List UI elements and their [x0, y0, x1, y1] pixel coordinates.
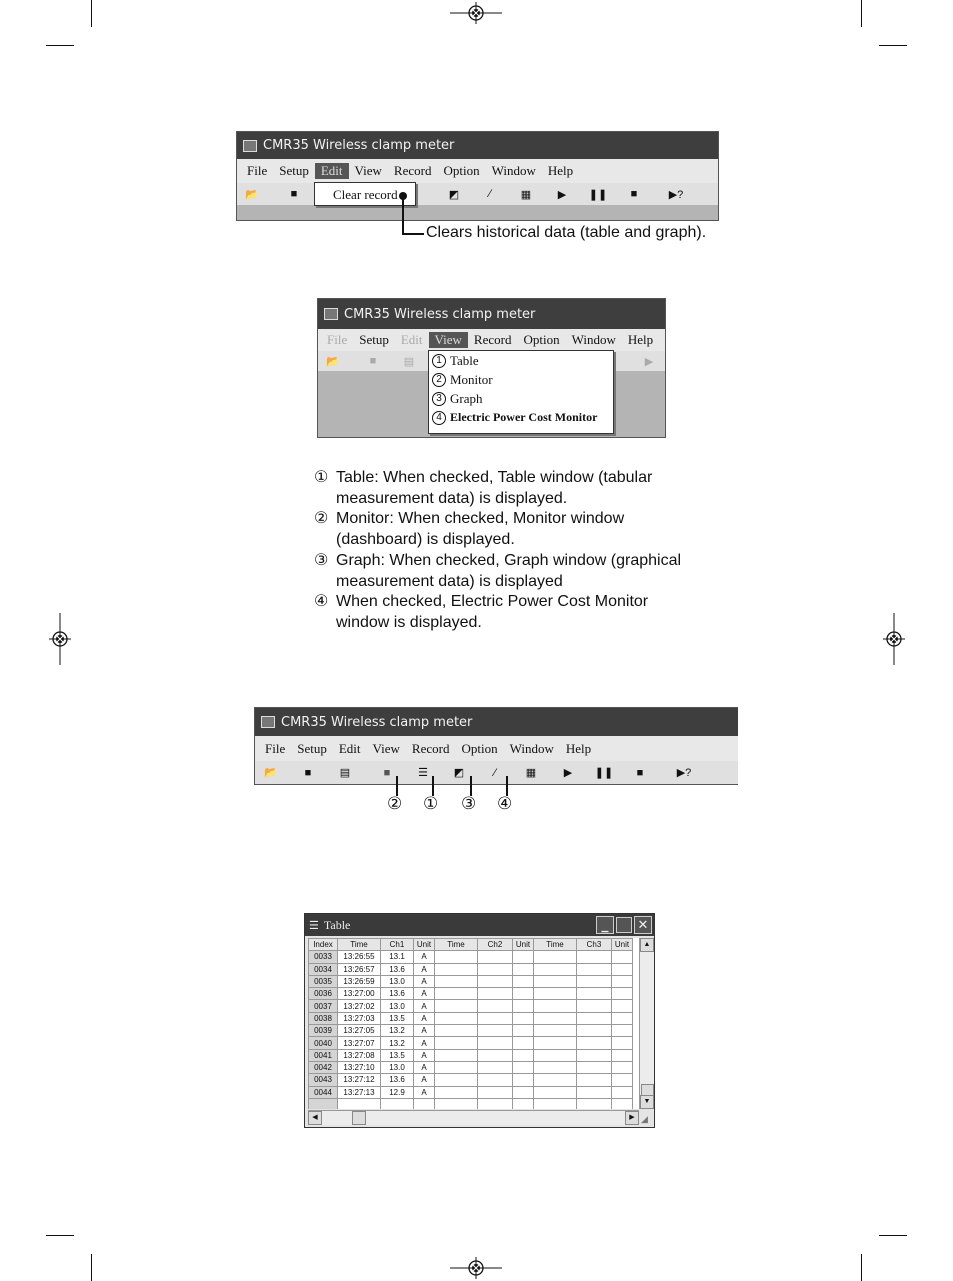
scroll-left-icon[interactable]: ◀ — [308, 1111, 322, 1125]
empty-cell — [612, 1049, 633, 1061]
menu-record[interactable]: Record — [473, 332, 512, 347]
crop-mark — [91, 1254, 92, 1281]
description-item: ③ Graph: When checked, Graph window (graphical measurement data) is displayed — [314, 551, 682, 590]
toolbar — [255, 761, 738, 784]
registration-mark-icon — [883, 613, 905, 665]
app-window-toolbar — [254, 707, 738, 785]
view-item-table[interactable] — [429, 351, 613, 370]
empty-cell — [435, 975, 478, 987]
view-item-monitor[interactable] — [429, 370, 613, 389]
callout-line — [402, 196, 404, 235]
table-row[interactable] — [309, 1037, 633, 1049]
view-item-power-cost[interactable] — [429, 408, 613, 427]
description-item: ① Table: When checked, Table window (tabular measurement data) is displayed. — [314, 469, 653, 507]
empty-cell — [435, 1049, 478, 1061]
table-cell: A — [414, 1086, 435, 1098]
menu-setup[interactable]: Setup — [359, 332, 389, 347]
table-row[interactable] — [309, 963, 633, 975]
menu-window[interactable]: Window — [509, 740, 554, 756]
table-cell: 13.0 — [381, 1000, 414, 1012]
empty-cell — [612, 1098, 633, 1109]
empty-cell — [478, 1074, 513, 1086]
column-header[interactable]: Unit — [612, 939, 633, 951]
title-bar — [255, 708, 738, 736]
row-index: 0035 — [309, 975, 338, 987]
empty-cell — [612, 988, 633, 1000]
close-icon[interactable]: ✕ — [634, 916, 652, 934]
empty-cell — [513, 1074, 534, 1086]
empty-cell — [534, 988, 577, 1000]
empty-cell — [309, 1098, 338, 1109]
empty-cell — [478, 1086, 513, 1098]
empty-cell — [478, 963, 513, 975]
empty-cell — [534, 1000, 577, 1012]
monitor-icon[interactable]: ■ — [383, 766, 391, 779]
empty-cell — [435, 1037, 478, 1049]
empty-cell — [577, 1049, 612, 1061]
pause-icon[interactable]: ❚❚ — [588, 188, 608, 201]
column-header[interactable]: Time — [534, 939, 577, 951]
empty-cell — [534, 963, 577, 975]
callout-line — [402, 233, 424, 235]
pointer-line — [506, 776, 508, 796]
row-index: 0044 — [309, 1086, 338, 1098]
empty-cell — [513, 1061, 534, 1073]
table-cell: 13:27:13 — [338, 1086, 381, 1098]
empty-cell — [435, 963, 478, 975]
minimize-icon[interactable]: ▁ — [596, 916, 614, 934]
row-index: 0034 — [309, 963, 338, 975]
description-item: ④ When checked, Electric Power Cost Monitor window is displayed. — [314, 593, 649, 631]
registration-mark-icon — [49, 613, 71, 665]
row-index: 0038 — [309, 1012, 338, 1024]
pause-icon[interactable]: ❚❚ — [594, 767, 614, 779]
save-icon[interactable]: ■ — [304, 766, 312, 779]
table-cell: A — [414, 1037, 435, 1049]
play-icon[interactable]: ▶ — [644, 355, 654, 368]
empty-cell — [534, 1074, 577, 1086]
view-descriptions — [314, 468, 714, 634]
empty-cell — [577, 1086, 612, 1098]
menu-option[interactable]: Option — [523, 332, 560, 347]
row-index: 0036 — [309, 988, 338, 1000]
menu-view[interactable]: View — [372, 740, 400, 756]
graph-icon[interactable]: ◩ — [448, 188, 460, 201]
menu-setup[interactable]: Setup — [279, 163, 309, 178]
table-row[interactable] — [309, 1061, 633, 1073]
vertical-scrollbar[interactable] — [639, 938, 654, 1109]
window-title: CMR35 Wireless clamp meter — [344, 306, 536, 322]
device-icon[interactable]: ▦ — [525, 767, 537, 779]
scroll-thumb[interactable] — [352, 1111, 366, 1125]
crop-mark — [861, 1254, 862, 1281]
table-cell: 13:27:12 — [338, 1074, 381, 1086]
window-title: CMR35 Wireless clamp meter — [281, 714, 473, 730]
registration-mark-icon — [450, 1257, 502, 1279]
data-table — [308, 938, 633, 1109]
item-label: Table — [450, 352, 479, 368]
scroll-right-icon[interactable]: ▶ — [625, 1111, 639, 1125]
menu-edit[interactable]: Edit — [400, 332, 423, 347]
table-cell: A — [414, 988, 435, 1000]
help-icon[interactable]: ▶? — [668, 188, 684, 201]
table-cell: A — [414, 1012, 435, 1024]
row-index: 0043 — [309, 1074, 338, 1086]
table-row[interactable] — [309, 975, 633, 987]
column-header[interactable]: Ch2 — [478, 939, 513, 951]
menu-bar — [318, 329, 665, 351]
empty-cell — [534, 975, 577, 987]
table-row[interactable] — [309, 1098, 633, 1109]
row-index: 0040 — [309, 1037, 338, 1049]
stop-icon[interactable]: ■ — [636, 766, 644, 779]
empty-cell — [534, 1086, 577, 1098]
empty-cell — [435, 1000, 478, 1012]
empty-cell — [435, 1012, 478, 1024]
empty-cell — [513, 975, 534, 987]
table-cell: 12.9 — [381, 1086, 414, 1098]
empty-cell — [513, 951, 534, 963]
table-cell: 13.6 — [381, 963, 414, 975]
empty-cell — [435, 1086, 478, 1098]
menu-bar — [237, 159, 718, 183]
empty-cell — [478, 1025, 513, 1037]
row-index: 0033 — [309, 951, 338, 963]
empty-cell — [534, 1049, 577, 1061]
empty-cell — [577, 1061, 612, 1073]
table-cell: 13.0 — [381, 1061, 414, 1073]
scroll-up-icon[interactable]: ▲ — [640, 938, 654, 952]
table-row[interactable] — [309, 1049, 633, 1061]
table-cell: 13.1 — [381, 951, 414, 963]
table-cell: 13.5 — [381, 1012, 414, 1024]
toolbar-label-table: ① — [423, 794, 439, 813]
empty-cell — [612, 1074, 633, 1086]
empty-cell — [513, 1025, 534, 1037]
toolbar-label-monitor: ② — [387, 794, 403, 813]
empty-cell — [478, 951, 513, 963]
toolbar-label-power-cost: ④ — [497, 794, 513, 813]
item-label: Electric Power Cost Monitor — [450, 410, 598, 424]
table-window — [304, 913, 655, 1128]
menu-setup[interactable]: Setup — [297, 740, 327, 756]
empty-cell — [513, 1012, 534, 1024]
table-row[interactable] — [309, 1000, 633, 1012]
column-header[interactable]: Ch1 — [381, 939, 414, 951]
table-cell: 13.5 — [381, 1049, 414, 1061]
crop-mark — [879, 45, 907, 46]
crop-mark — [91, 0, 92, 27]
open-icon[interactable]: 📂 — [326, 355, 340, 368]
empty-cell — [513, 1000, 534, 1012]
table-row[interactable] — [309, 1086, 633, 1098]
power-cost-icon[interactable]: ∕ — [494, 766, 496, 779]
table-row[interactable] — [309, 1025, 633, 1037]
empty-cell — [513, 1037, 534, 1049]
empty-cell — [435, 988, 478, 1000]
table-row[interactable] — [309, 1012, 633, 1024]
power-cost-icon[interactable]: ∕ — [489, 188, 491, 200]
number-badge: 1 — [432, 354, 446, 368]
empty-cell — [534, 951, 577, 963]
empty-cell — [414, 1098, 435, 1109]
empty-cell — [534, 1061, 577, 1073]
empty-cell — [478, 988, 513, 1000]
table-cell: 13.2 — [381, 1037, 414, 1049]
empty-cell — [435, 1098, 478, 1109]
horizontal-scrollbar[interactable] — [308, 1110, 639, 1125]
table-cell: 13:26:57 — [338, 963, 381, 975]
resize-grip-icon[interactable]: ◢ — [641, 1114, 648, 1124]
empty-cell — [381, 1098, 414, 1109]
pointer-line — [432, 776, 434, 796]
save-icon[interactable]: ■ — [290, 188, 298, 200]
empty-cell — [612, 1025, 633, 1037]
menu-view[interactable]: View — [429, 332, 468, 348]
pointer-line — [396, 776, 398, 796]
table-header-row — [309, 939, 633, 951]
device-icon[interactable]: ▦ — [520, 188, 532, 201]
menu-help[interactable]: Help — [547, 163, 574, 178]
table-grid-area — [308, 938, 639, 1109]
menu-help[interactable]: Help — [627, 332, 654, 347]
table-cell: 13.6 — [381, 1074, 414, 1086]
column-header[interactable]: Time — [435, 939, 478, 951]
toolbar — [237, 183, 718, 205]
number-badge: 4 — [432, 411, 446, 425]
crop-mark — [861, 0, 862, 27]
table-cell: 13:27:07 — [338, 1037, 381, 1049]
menu-file[interactable]: File — [265, 740, 286, 756]
table-cell: A — [414, 1000, 435, 1012]
empty-cell — [478, 975, 513, 987]
empty-cell — [534, 1012, 577, 1024]
menu-record[interactable]: Record — [411, 740, 450, 756]
menu-file[interactable]: File — [327, 332, 348, 347]
row-index: 0042 — [309, 1061, 338, 1073]
table-row[interactable] — [309, 951, 633, 963]
stop-icon[interactable]: ■ — [630, 188, 638, 200]
window-title: CMR35 Wireless clamp meter — [263, 138, 455, 153]
menu-option[interactable]: Option — [461, 740, 498, 756]
table-cell: 13.6 — [381, 988, 414, 1000]
play-icon[interactable]: ▶ — [557, 188, 567, 201]
play-icon[interactable]: ▶ — [563, 767, 573, 779]
empty-cell — [513, 1086, 534, 1098]
table-cell: 13:27:10 — [338, 1061, 381, 1073]
empty-cell — [534, 1025, 577, 1037]
column-header[interactable]: Unit — [414, 939, 435, 951]
table-cell: 13:27:02 — [338, 1000, 381, 1012]
crop-mark — [46, 45, 74, 46]
row-index: 0041 — [309, 1049, 338, 1061]
menu-record[interactable]: Record — [393, 163, 432, 178]
table-cell: A — [414, 1049, 435, 1061]
menu-window[interactable]: Window — [571, 332, 616, 347]
empty-cell — [577, 1000, 612, 1012]
empty-cell — [513, 988, 534, 1000]
crop-mark — [46, 1235, 74, 1236]
menu-help[interactable]: Help — [565, 740, 592, 756]
column-header[interactable]: Time — [338, 939, 381, 951]
column-header[interactable]: Index — [309, 939, 338, 951]
empty-cell — [435, 1061, 478, 1073]
menu-option[interactable]: Option — [443, 163, 480, 178]
table-row[interactable] — [309, 1074, 633, 1086]
table-cell: 13:27:05 — [338, 1025, 381, 1037]
empty-cell — [478, 1098, 513, 1109]
registration-mark-icon — [450, 2, 502, 24]
empty-cell — [435, 1025, 478, 1037]
empty-cell — [478, 1012, 513, 1024]
empty-cell — [577, 975, 612, 987]
empty-cell — [577, 1025, 612, 1037]
table-icon: ☰ — [309, 919, 319, 932]
empty-cell — [612, 1037, 633, 1049]
row-index: 0039 — [309, 1025, 338, 1037]
empty-cell — [612, 1086, 633, 1098]
table-cell: 13:26:59 — [338, 975, 381, 987]
app-window-edit — [236, 131, 719, 221]
empty-cell — [612, 975, 633, 987]
app-icon — [261, 716, 275, 728]
empty-cell — [435, 1074, 478, 1086]
table-cell: 13:26:55 — [338, 951, 381, 963]
empty-cell — [612, 1061, 633, 1073]
empty-cell — [577, 1037, 612, 1049]
table-cell: 13.0 — [381, 975, 414, 987]
empty-cell — [478, 1049, 513, 1061]
table-cell: A — [414, 975, 435, 987]
number-badge: 2 — [432, 373, 446, 387]
print-icon[interactable]: ▤ — [339, 767, 351, 779]
empty-cell — [577, 988, 612, 1000]
empty-cell — [612, 963, 633, 975]
open-icon[interactable]: 📂 — [264, 767, 278, 779]
empty-cell — [534, 1037, 577, 1049]
empty-cell — [577, 951, 612, 963]
scroll-down-icon[interactable]: ▼ — [640, 1095, 654, 1109]
table-cell: A — [414, 951, 435, 963]
empty-cell — [513, 963, 534, 975]
item-label: Monitor — [450, 371, 493, 387]
table-cell: A — [414, 963, 435, 975]
table-row[interactable] — [309, 988, 633, 1000]
table-cell: 13:27:00 — [338, 988, 381, 1000]
table-cell: A — [414, 1074, 435, 1086]
pointer-line — [470, 776, 472, 796]
row-index: 0037 — [309, 1000, 338, 1012]
table-title-bar — [305, 914, 654, 936]
empty-cell — [612, 951, 633, 963]
menu-window[interactable]: Window — [491, 163, 536, 178]
print-icon[interactable]: ▤ — [403, 355, 415, 368]
empty-cell — [435, 951, 478, 963]
menu-view[interactable]: View — [354, 163, 382, 178]
app-icon — [324, 308, 338, 320]
menu-edit[interactable]: Edit — [338, 740, 361, 756]
crop-mark — [879, 1235, 907, 1236]
number-badge: 3 — [432, 392, 446, 406]
table-window-title: Table — [323, 917, 351, 932]
view-item-graph[interactable] — [429, 389, 613, 408]
app-icon — [243, 140, 257, 152]
description-item: ② Monitor: When checked, Monitor window (dashboard) is displayed. — [314, 510, 625, 549]
table-cell: A — [414, 1025, 435, 1037]
open-icon[interactable]: 📂 — [245, 188, 259, 201]
table-cell: 13.2 — [381, 1025, 414, 1037]
graph-icon[interactable]: ◩ — [453, 767, 465, 779]
column-header[interactable]: Unit — [513, 939, 534, 951]
save-icon[interactable]: ■ — [369, 355, 377, 367]
empty-cell — [577, 963, 612, 975]
table-cell: 13:27:08 — [338, 1049, 381, 1061]
title-bar — [318, 299, 665, 329]
empty-cell — [577, 1074, 612, 1086]
empty-cell — [513, 1049, 534, 1061]
title-bar — [237, 132, 718, 159]
item-label: Graph — [450, 390, 483, 406]
empty-cell — [577, 1098, 612, 1109]
column-header[interactable]: Ch3 — [577, 939, 612, 951]
table-cell: 13:27:03 — [338, 1012, 381, 1024]
table-icon[interactable]: ☰ — [418, 767, 428, 779]
toolbar-label-graph: ③ — [461, 794, 477, 813]
clear-record-callout: Clears historical data (table and graph). — [426, 224, 707, 241]
menu-bar — [255, 736, 738, 761]
view-dropdown — [428, 350, 614, 434]
clear-record-item[interactable]: Clear record — [333, 187, 398, 202]
help-icon[interactable]: ▶? — [676, 767, 692, 779]
empty-cell — [513, 1098, 534, 1109]
empty-cell — [478, 1061, 513, 1073]
maximize-icon[interactable] — [616, 917, 632, 933]
empty-cell — [478, 1037, 513, 1049]
empty-cell — [612, 1012, 633, 1024]
empty-cell — [338, 1098, 381, 1109]
menu-edit[interactable]: Edit — [315, 163, 349, 179]
empty-cell — [612, 1000, 633, 1012]
empty-cell — [534, 1098, 577, 1109]
menu-file[interactable]: File — [247, 163, 268, 178]
empty-cell — [478, 1000, 513, 1012]
table-cell: A — [414, 1061, 435, 1073]
empty-cell — [577, 1012, 612, 1024]
